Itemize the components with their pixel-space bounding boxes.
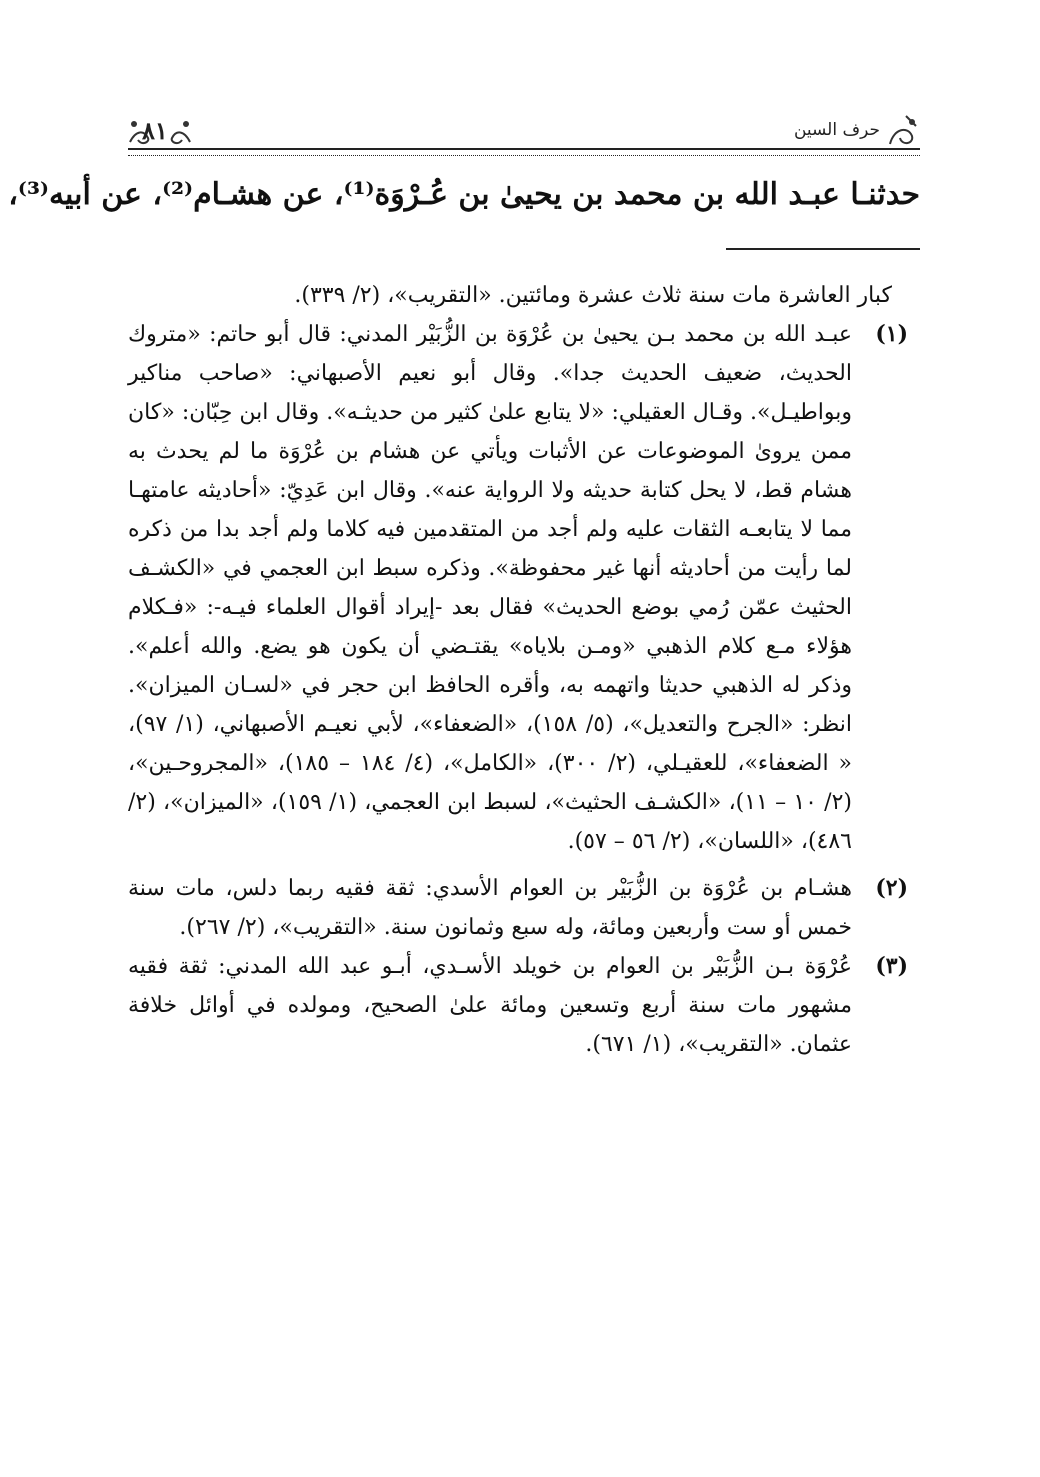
- page-number: ٨١: [142, 116, 168, 145]
- footnote-2: [128, 869, 908, 947]
- page-header: [128, 110, 920, 160]
- footnote-number: (١): [875, 321, 908, 347]
- footnote-continued: كبار العاشرة مات سنة ثلاث عشرة ومائتين. «التقريب»، (٢/ ٣٣٩).: [294, 283, 892, 308]
- footnotes: [128, 276, 908, 1064]
- footnote-3: [128, 947, 908, 1064]
- running-head: حرف السين: [793, 120, 880, 140]
- footnote-1: [128, 315, 908, 861]
- footnote-number: (٣): [875, 953, 908, 979]
- ornament-right-icon: [886, 112, 920, 152]
- footnote-text: عبـد الله بن محمد بـن يحيىٰ بن عُرْوَة بن الزُّبَيْر المدني: قال أبو حاتم: «متروك الحديث، ضعيف الحديث جدا». وقال أبو نعيم الأصبهاني: «صاحب مناكير وبواطيـل». وقـال العقيلي: «لا يتابع علىٰ كثير من حديثـه». وقال ابن حِبّان: «كان ممن يروىٰ الموضوعات عن الأثبات ويأتي عن هشام بن عُرْوَة ما لم يحدث به هشام قط، لا يحل كتابة حديثه ولا الرواية عنه». وقال ابن عَدِيّ: «أحاديثه عامتهـا مما لا يتابعـه الثقات عليه ولم أجد من المتقدمين فيه كلاما ولم أجد بدا من ذكره لما رأيت من أحاديثه أنها غير محفوظة». وذكره سبط ابن العجمي في «الكشـف الحثيث عمّن رُمي بوضع الحديث» فقال بعد -إيراد أقوال العلماء فيـه-: «فـكلام هؤلاء مـع كلام الذهبي «ومـن بلاياه» يقتـضي أن يكون هو يضع. والله أعلم». وذكر له الذهبي حديثا واتهمه به، وأقره الحافظ ابن حجر في «لسـان الميزان». انظر: «الجرح والتعديل»، (٥/ ١٥٨)، «الضعفاء»، لأبي نعيـم الأصبهاني، (١/ ٩٧)، « الضعفاء»، للعقيـلي، (٢/ ٣٠٠)، «الكامل»، (٤/ ١٨٤ – ١٨٥)، «المجروحـين»، (٢/ ١٠ – ١١)، «الكشـف الحثيث»، لسبط ابن العجمي، (١/ ١٥٩)، «الميزان»، (٢/ ٤٨٦)، «اللسان»، (٢/ ٥٦ – ٥٧).: [128, 322, 853, 854]
- header-rule: [128, 148, 920, 156]
- footnote-number: (٢): [875, 875, 908, 901]
- main-text-line: حدثنـا عبـد الله بن محمد بن يحيىٰ بن عُـرْوَة⁽¹⁾، عن هشـام⁽²⁾، عن أبيه⁽³⁾،: [8, 177, 920, 212]
- footnote-separator: [726, 248, 920, 250]
- footnote-text: هشـام بن عُرْوَة بن الزُّبَيْر بن العوام الأسدي: ثقة فقيه ربما دلس، مات سنة خمس أو ست وأربعين ومائة، وله سبع وثمانون سنة. «التقريب»، (٢/ ٢٦٧).: [128, 876, 852, 940]
- footnote-text: عُرْوَة بـن الزُّبَيْر بن العوام بن خويلد الأسـدي، أبـو عبد الله المدني: ثقة فقيه مشهور مات سنة أربع وتسعين ومائة علىٰ الصحيح، ومولده في أوائل خلافة عثمان. «التقريب»، (١/ ٦٧١).: [128, 954, 852, 1057]
